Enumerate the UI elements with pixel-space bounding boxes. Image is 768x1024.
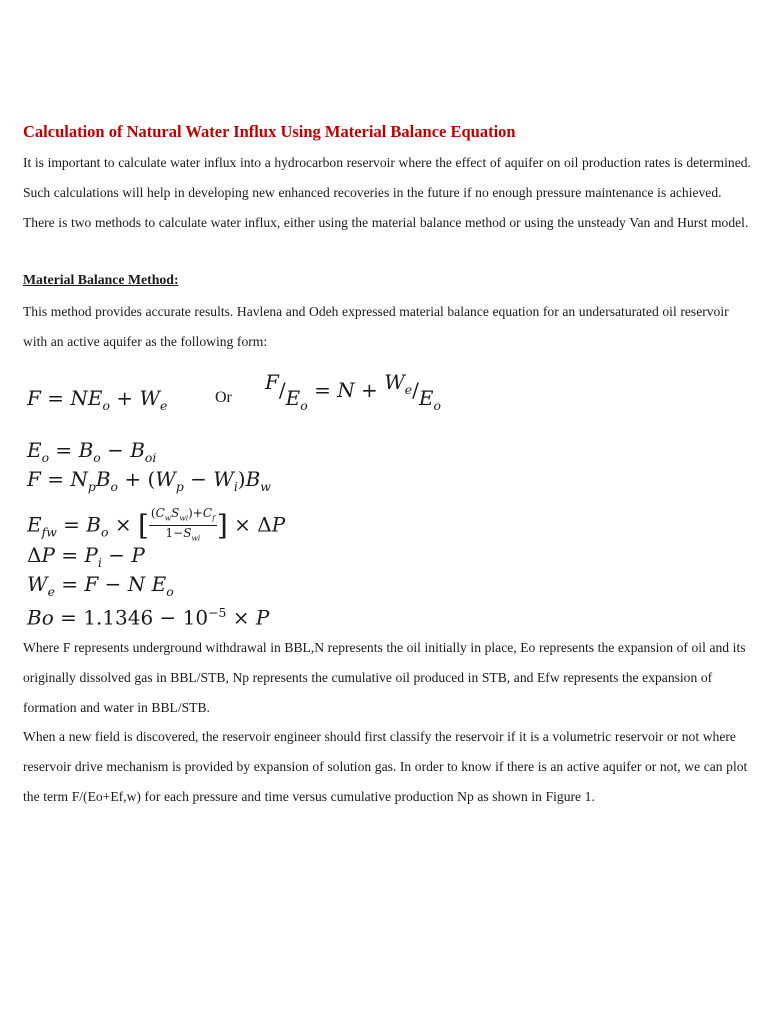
equation-we: $W_e = F - N$ $E_o$ (27, 572, 174, 599)
equation-delta-p: $\Delta P = P_i - P$ (27, 543, 145, 570)
closing-paragraph: When a new field is discovered, the reservoir engineer should first classify the reservoir if it is a volumetric reservoir or not where reservoir drive mechanism is provided by expansion of solution gas. In order to know if there is an active aquifer or not, we can plot the term F/(Eo+Ef,w) for each pressure and time versus cumulative production Np as shown in Figure 1. (23, 729, 748, 804)
section-heading: Material Balance Method: (23, 272, 179, 287)
section-paragraph: This method provides accurate results. Havlena and Odeh expressed material balance equation for an undersaturated oil reservoir with an active aquifer as the following form: (23, 304, 729, 349)
equation-efw: $E_{fw} = B_o$ × [ $\frac{(C_wS_{wi})+C_f}{1-S_{wi}}$ ] × ΔP (27, 506, 286, 543)
document-title: Calculation of Natural Water Influx Using Material Balance Equation (23, 122, 516, 141)
definitions-paragraph: Where F represents underground withdrawal in BBL,N represents the oil initially in place, Eo represents the expansion of oil and its originally dissolved gas in BBL/STB, Np represents the cumulative oil produced in STB, and Efw represents the expansion of formation and water in BBL/STB. (23, 640, 746, 715)
equation-bo: $Bo = 1.1346 - 10^{-5} \times P$ (27, 605, 270, 630)
intro-paragraph: It is important to calculate water influx into a hydrocarbon reservoir where the effect of aquifer on oil production rates is determined. Such calculations will help in developing new enhanced recoveries in the future if no enough pressure maintenance is achieved. There is two methods to calculate water influx, either using the material balance method or using the unsteady Van and Hurst model. (23, 155, 751, 230)
equation-alternate: $F/E_o = N + W_e/E_o$ (265, 370, 441, 413)
equation-f: $F = N_pB_o + (W_p - W_i)B_w$ (27, 467, 271, 494)
equation-eo: $E_o = B_o - B_{oi}$ (27, 438, 157, 465)
or-label: Or (215, 389, 232, 406)
equation-main: $F = NE_o + W_e$ (27, 386, 168, 413)
